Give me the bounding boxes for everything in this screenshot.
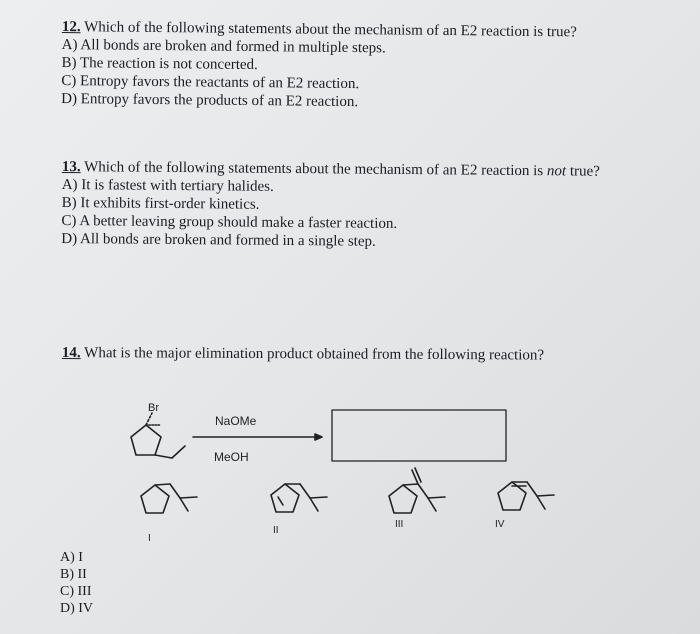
product-label-II: II (273, 525, 279, 536)
reagent-top-label: NaOMe (215, 414, 257, 428)
question-13-text: Which of the following statements about the mechanism of an E2 reaction is (80, 159, 548, 180)
reactant-br-label: Br (148, 402, 159, 414)
product-molecule-III (389, 468, 445, 513)
question-13-option-b: B) It exhibits first-order kinetics. (61, 194, 260, 213)
answer-choice-d: D) IV (60, 601, 94, 616)
question-13-number: 13. (61, 158, 81, 176)
question-12-option-a: A) All bonds are broken and formed in multiple steps. (61, 36, 386, 57)
reagent-bottom-label: MeOH (214, 450, 249, 464)
answer-choices (60, 549, 93, 617)
question-12-number: 12. (61, 18, 81, 36)
question-13-option-c: C) A better leaving group should make a faster reaction. (61, 212, 398, 232)
answer-choice-c: C) III (60, 584, 92, 599)
question-13-text-end: true? (566, 163, 600, 180)
product-molecule-IV (498, 482, 554, 510)
question-12-text: Which of the following statements about the mechanism of an E2 reaction is true? (80, 19, 577, 41)
product-label-I: I (148, 533, 151, 544)
question-14-text: What is the major elimination product obtained from the following reaction? (80, 345, 545, 364)
answer-box (332, 410, 506, 461)
product-label-IV: IV (495, 519, 505, 530)
question-14-number: 14. (61, 345, 81, 362)
product-molecule-I (141, 484, 197, 513)
product-molecule-II (271, 484, 327, 512)
question-13-option-d: D) All bonds are broken and formed in a single step. (61, 230, 376, 250)
answer-choice-a: A) I (60, 550, 83, 565)
question-13-option-a: A) It is fastest with tertiary halides. (61, 176, 274, 195)
reactant-molecule (131, 413, 185, 458)
question-12-option-b: B) The reaction is not concerted. (61, 54, 258, 74)
question-13-emphasis: not (546, 163, 567, 180)
product-label-III: III (395, 519, 404, 530)
question-12-option-d: D) Entropy favors the products of an E2 reaction. (61, 90, 359, 111)
question-12-option-c: C) Entropy favors the reactants of an E2 reaction. (61, 72, 360, 93)
answer-choice-b: B) II (60, 567, 87, 582)
